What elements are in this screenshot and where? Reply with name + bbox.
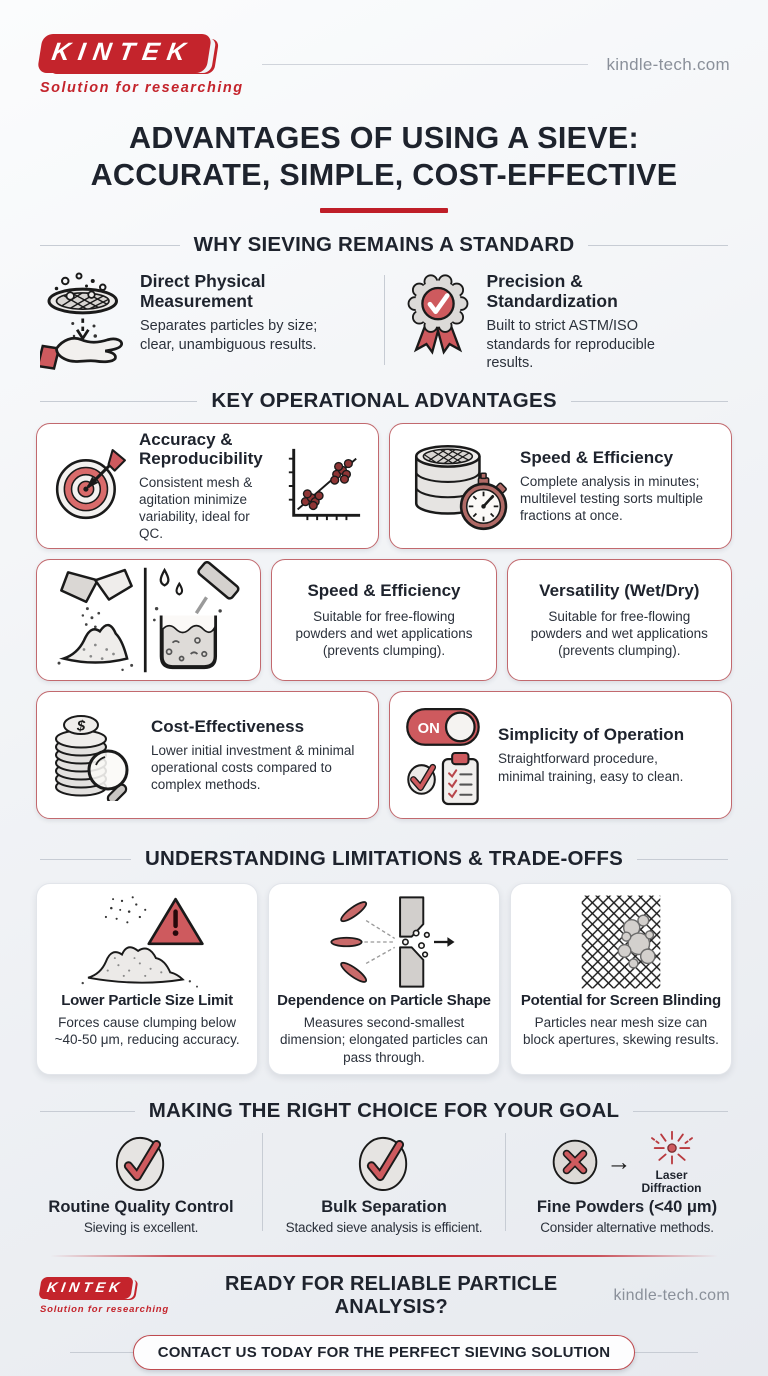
why-item-desc: Separates particles by size; clear, unambiguous results.: [140, 318, 318, 353]
card-title: Accuracy & Reproducibility: [139, 429, 263, 468]
heading-rule-left: [40, 245, 180, 246]
powder-warning-icon: [72, 892, 222, 992]
section-heading-choices: [0, 1099, 768, 1123]
limitation-desc: Particles near mesh size can block apertures, skewing results.: [522, 1015, 719, 1048]
scatter-plot-icon: [282, 445, 364, 527]
heading-rule-right: [588, 245, 728, 246]
heading-rule-right: [571, 401, 728, 402]
choice-bulk-separation: [279, 1129, 489, 1235]
heading-rule-right: [633, 1111, 728, 1112]
website-link-footer[interactable]: kindle-tech.com: [613, 1287, 730, 1305]
brand-tagline: Solution for researching: [40, 79, 244, 96]
brand-name: KINTEK: [49, 38, 196, 66]
right-arrow-icon: →: [606, 1147, 632, 1176]
card-speed-efficiency: [389, 423, 732, 549]
advantages-row-3: [0, 691, 768, 819]
card-title: Versatility (Wet/Dry): [539, 580, 700, 600]
section-title: KEY OPERATIONAL ADVANTAGES: [211, 389, 557, 413]
section-heading-why: [0, 233, 768, 257]
why-section: [0, 257, 768, 372]
footer-heading: READY FOR RELIABLE PARTICLE ANALYSIS?: [225, 1273, 558, 1319]
page-title-line2: ACCURATE, SIMPLE, COST-EFFECTIVE: [90, 158, 678, 193]
card-desc: Suitable for free-flowing powders and wet applications (prevents clumping).: [295, 608, 473, 659]
brand-logo-small: [40, 1277, 169, 1314]
page-title-line1: ADVANTAGES OF USING A SIEVE:: [129, 120, 639, 155]
why-item-title: Direct Physical Measurement: [140, 271, 266, 312]
card-desc: Lower initial investment & minimal operational costs compared to complex methods.: [151, 742, 355, 793]
website-link[interactable]: kindle-tech.com: [606, 54, 730, 74]
brand-logo: [40, 34, 244, 96]
particle-shape-icon: [309, 892, 459, 992]
heading-rule-right: [637, 859, 728, 860]
card-lower-size-limit: [36, 883, 258, 1075]
why-item-direct-measurement: [40, 271, 368, 371]
card-cost-effectiveness: [36, 691, 379, 819]
card-title: Speed & Efficiency: [307, 580, 461, 600]
title-underline: [320, 208, 448, 213]
card-screen-blinding: [510, 883, 732, 1075]
section-title: MAKING THE RIGHT CHOICE FOR YOUR GOAL: [148, 1099, 620, 1123]
target-dart-icon: [51, 448, 127, 524]
section-title: WHY SIEVING REMAINS A STANDARD: [193, 233, 575, 257]
medal-check-icon: [401, 271, 475, 357]
mesh-blinding-icon: [546, 892, 696, 992]
choice-routine-qc: [36, 1129, 246, 1235]
limitation-desc: Measures second-smallest dimension; elongated particles can pass through.: [280, 1015, 488, 1065]
choices-row: [0, 1123, 768, 1235]
header: [0, 0, 768, 96]
choice-title: Fine Powders (<40 μm): [536, 1198, 718, 1217]
card-title: Simplicity of Operation: [498, 725, 685, 745]
card-versatility: [507, 559, 732, 681]
section-heading-advantages: [0, 389, 768, 413]
limitation-title: Potential for Screen Blinding: [520, 992, 721, 1010]
choice-desc: Stacked sieve analysis is efficient.: [285, 1220, 483, 1236]
card-desc: Complete analysis in minutes; multilevel testing sorts multiple fractions at once.: [520, 473, 704, 524]
choice-title: Bulk Separation: [321, 1198, 447, 1217]
laser-diffraction-icon: [639, 1129, 705, 1169]
limitation-title: Dependence on Particle Shape: [277, 992, 491, 1010]
section-heading-limitations: [0, 847, 768, 871]
brand-name: KINTEK: [45, 1279, 125, 1296]
brand-logo-box: [37, 34, 212, 73]
sieve-hand-icon: [40, 271, 128, 371]
card-desc: Straightforward procedure, minimal training, easy to clean.: [498, 751, 684, 784]
card-speed-efficiency-2: [271, 559, 496, 681]
powder-pour-wet-dry-icon: [51, 561, 246, 679]
toggle-on-label: ON: [417, 721, 440, 738]
x-circle-icon: [549, 1136, 601, 1188]
advantages-row-2: [0, 559, 768, 681]
dollar-glyph: $: [76, 717, 86, 735]
laser-diffraction-label: Laser Diffraction: [641, 1167, 702, 1196]
advantages-row-1: [0, 423, 768, 549]
section-title: UNDERSTANDING LIMITATIONS & TRADE-OFFS: [145, 847, 623, 871]
footer: [0, 1257, 768, 1319]
card-desc: Suitable for free-flowing powders and wet applications (prevents clumping).: [530, 608, 708, 659]
why-item-precision: [401, 271, 729, 373]
cta-row: [0, 1333, 768, 1371]
card-simplicity: [389, 691, 732, 819]
choice-desc: Consider alternative methods.: [540, 1220, 714, 1236]
card-title: Cost-Effectiveness: [151, 716, 305, 736]
brand-logo-box: [38, 1277, 134, 1299]
limitation-title: Lower Particle Size Limit: [61, 992, 233, 1010]
card-accuracy: [36, 423, 379, 549]
check-circle-icon: [113, 1131, 169, 1193]
why-item-title: Precision & Standardization: [486, 271, 618, 312]
contact-cta-button[interactable]: CONTACT US TODAY FOR THE PERFECT SIEVING SOLUTION: [133, 1335, 636, 1370]
card-title: Speed & Efficiency: [520, 447, 674, 467]
heading-rule-left: [40, 1111, 135, 1112]
header-divider: [262, 64, 589, 65]
why-item-desc: Built to strict ASTM/ISO standards for reproducible results.: [486, 318, 655, 372]
choice-desc: Sieving is excellent.: [83, 1220, 199, 1236]
brand-tagline: Solution for researching: [40, 1303, 169, 1315]
card-desc: Consistent mesh & agitation minimize variability, ideal for QC.: [139, 474, 253, 542]
sieve-stack-stopwatch-icon: [404, 439, 508, 533]
card-wet-dry-icon: [36, 559, 261, 681]
page-title: [0, 120, 768, 196]
toggle-clipboard-icon: [404, 704, 486, 806]
choice-title: Routine Quality Control: [48, 1198, 234, 1217]
limitation-desc: Forces cause clumping below ~40-50 μm, reducing accuracy.: [54, 1015, 240, 1048]
card-particle-shape: [268, 883, 500, 1075]
check-circle-icon: [356, 1131, 412, 1193]
choices-divider: [505, 1133, 506, 1231]
heading-rule-left: [40, 401, 197, 402]
why-divider: [384, 275, 385, 365]
heading-rule-left: [40, 859, 131, 860]
choice-fine-powders: [522, 1129, 732, 1235]
coins-magnifier-icon: [51, 709, 139, 801]
choices-divider: [262, 1133, 263, 1231]
limitations-row: [0, 883, 768, 1075]
